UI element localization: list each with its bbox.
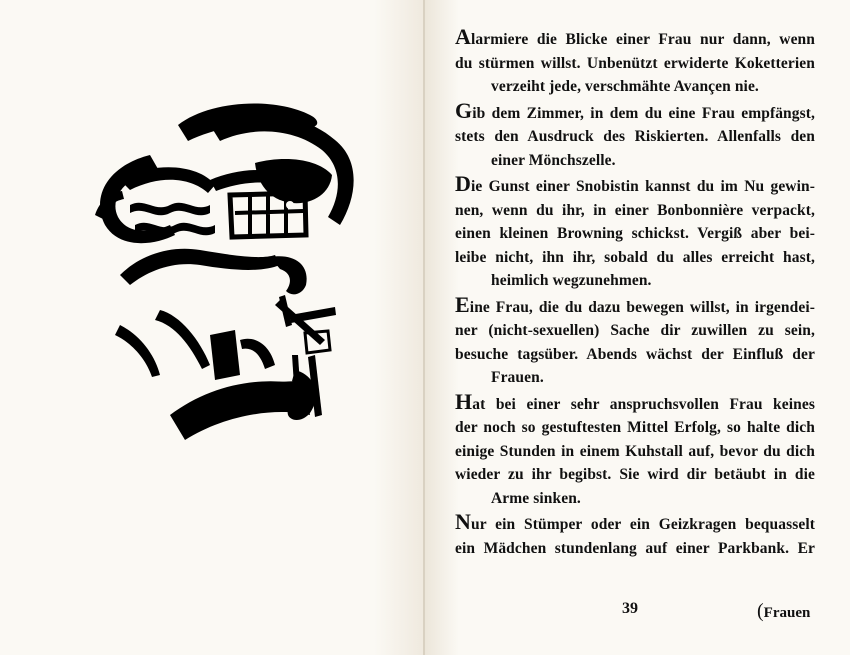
initial-letter: N (455, 509, 471, 534)
text-line: du stürmen willst. Unbenützt erwiderte Koketterien (455, 54, 815, 72)
text-line: einige Stunden in einem Kuhstall auf, bevor du dich (455, 442, 815, 460)
catchword (757, 600, 810, 623)
text-line: Eine Frau, die du dazu bewegen willst, in irgendei- (455, 291, 815, 317)
text-line: Arme sinken. (491, 489, 581, 507)
initial-letter: E (455, 291, 470, 317)
paragraph (455, 172, 815, 293)
paragraph (455, 510, 815, 560)
face-profile (120, 249, 280, 285)
text-line: leibe nicht, ihn ihr, sobald du alles erreicht hast, (455, 248, 815, 266)
collar-block (210, 330, 240, 380)
page-number: 39 (622, 600, 638, 617)
text-line: wieder zu ihr begibst. Sie wird dir betäubt in die (455, 466, 815, 483)
paragraph (455, 390, 815, 511)
text-line: stets den Ausdruck des Riskierten. Allenfalls den (455, 128, 815, 145)
collar-left (155, 310, 210, 369)
text-line: Hat bei einer sehr anspruchsvollen Frau keines (455, 388, 815, 414)
ink-portrait-illustration (60, 85, 380, 455)
catchword-paren: ( (757, 600, 764, 622)
text-line: ein Mädchen stundenlang auf einer Parkbank. Er (455, 539, 815, 557)
text-line: heimlich wegzunehmen. (491, 272, 652, 289)
pipe-stem (275, 300, 325, 345)
text-line: Die Gunst einer Snobistin kannst du im Nu gewin- (455, 171, 815, 196)
text-line: einen kleinen Browning schickst. Vergiß aber bei- (455, 225, 815, 242)
paragraph (455, 99, 815, 173)
text-line: verzeiht jede, verschmähte Avançen nie. (491, 78, 759, 95)
text-line: der noch so gestuftesten Mittel Erfolg, so halte dich (455, 419, 815, 436)
text-line: nen, wenn du ihr, in einer Bonbonnière verpackt, (455, 201, 815, 219)
text-line: Frauen. (491, 369, 544, 386)
text-line: einer Mönchszelle. (491, 151, 616, 169)
text-line: Nur ein Stümper oder ein Geizkragen bequasselt (455, 509, 815, 534)
initial-letter: G (455, 97, 473, 123)
wave-line (130, 203, 210, 216)
catchword-text: Frauen (763, 605, 811, 621)
nose-mouth (270, 256, 307, 294)
text-line: besuche tagsüber. Abends wächst der Einfluß der (455, 345, 815, 363)
initial-letter: H (455, 388, 473, 414)
initial-letter: A (455, 24, 471, 49)
text-line: Gib dem Zimmer, in dem du eine Frau empfängst, (455, 97, 815, 123)
paragraph (455, 293, 815, 390)
text-line: Alarmiere die Blicke einer Frau nur dann, wenn (455, 24, 815, 49)
body-text (455, 25, 815, 560)
paragraph (455, 25, 815, 99)
text-line: ner (nicht-sexuellen) Sache dir zuwillen zu sein, (455, 322, 815, 339)
initial-letter: D (455, 171, 471, 196)
